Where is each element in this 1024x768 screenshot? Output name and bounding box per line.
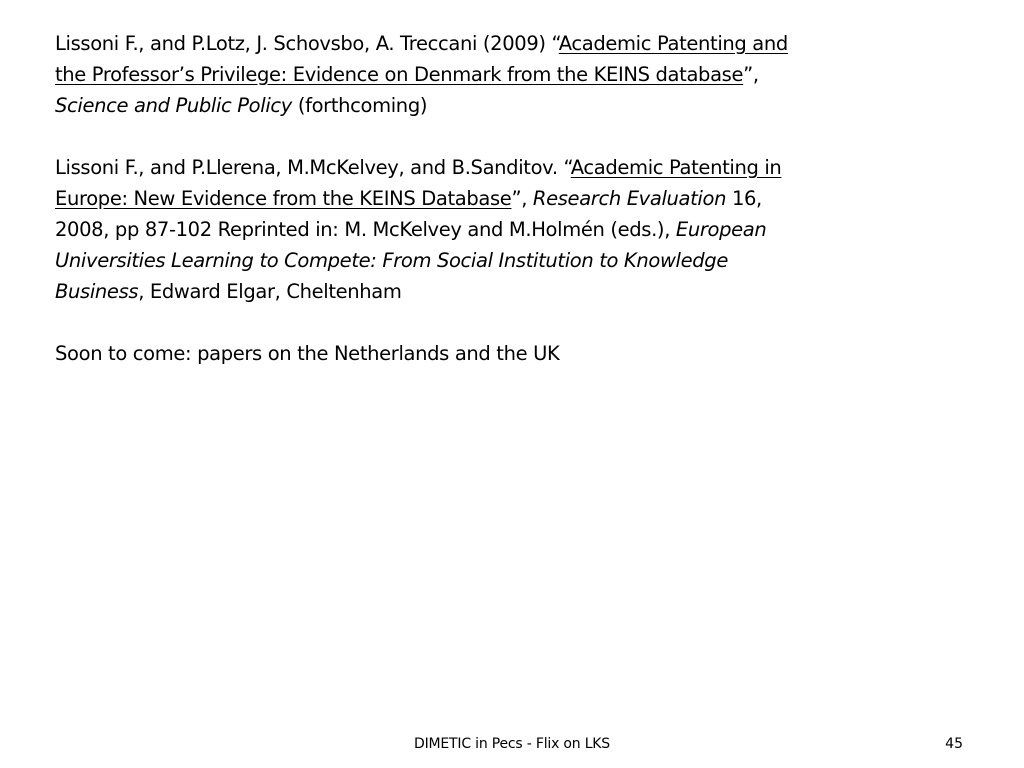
- reference-2-line-5: [55, 276, 865, 307]
- reference-2-quote-close: ”,: [511, 187, 533, 210]
- reference-2: [55, 152, 865, 307]
- reference-2-book-title-end: Business: [55, 280, 139, 303]
- reference-1: [55, 28, 865, 121]
- reference-1-journal: Science and Public Policy: [55, 94, 292, 117]
- reference-2-publisher: , Edward Elgar, Cheltenham: [138, 280, 402, 303]
- reference-2-line-3: [55, 214, 865, 245]
- slide-body: [55, 28, 865, 369]
- reference-1-line-3: [55, 90, 865, 121]
- page-number: 45: [945, 736, 963, 752]
- reference-2-book-title: European: [675, 218, 767, 241]
- reference-2-title-link[interactable]: Academic Patenting in: [570, 156, 782, 179]
- reference-1-line-1: [55, 28, 865, 59]
- reference-2-book-title-cont: Universities Learning to Compete: From Social Institution to Knowledge: [55, 249, 728, 272]
- reference-2-reprint: 2008, pp 87-102 Reprinted in: M. McKelvey and M.Holmén (eds.),: [55, 218, 676, 241]
- reference-1-quote-close: ”,: [743, 63, 759, 86]
- footer-title: DIMETIC in Pecs - Flix on LKS: [414, 736, 610, 752]
- reference-2-line-2: [55, 183, 865, 214]
- reference-2-authors: Lissoni F., and P.Llerena, M.McKelvey, and B.Sanditov. “: [55, 156, 571, 179]
- reference-2-volume: 16,: [726, 187, 762, 210]
- reference-spacer: [55, 121, 865, 152]
- reference-1-title-link-cont[interactable]: the Professor’s Privilege: Evidence on Denmark from the KEINS database: [55, 63, 744, 86]
- reference-1-title-link[interactable]: Academic Patenting and: [558, 32, 788, 55]
- reference-2-line-1: [55, 152, 865, 183]
- reference-1-line-2: [55, 59, 865, 90]
- reference-2-journal: Research Evaluation: [532, 187, 727, 210]
- reference-2-title-link-cont[interactable]: Europe: New Evidence from the KEINS Database: [55, 187, 512, 210]
- reference-1-status: (forthcoming): [291, 94, 428, 117]
- upcoming-note: Soon to come: papers on the Netherlands and the UK: [55, 342, 560, 365]
- reference-spacer: [55, 307, 865, 338]
- reference-1-authors: Lissoni F., and P.Lotz, J. Schovsbo, A. Treccani (2009) “: [55, 32, 559, 55]
- reference-2-line-4: [55, 245, 865, 276]
